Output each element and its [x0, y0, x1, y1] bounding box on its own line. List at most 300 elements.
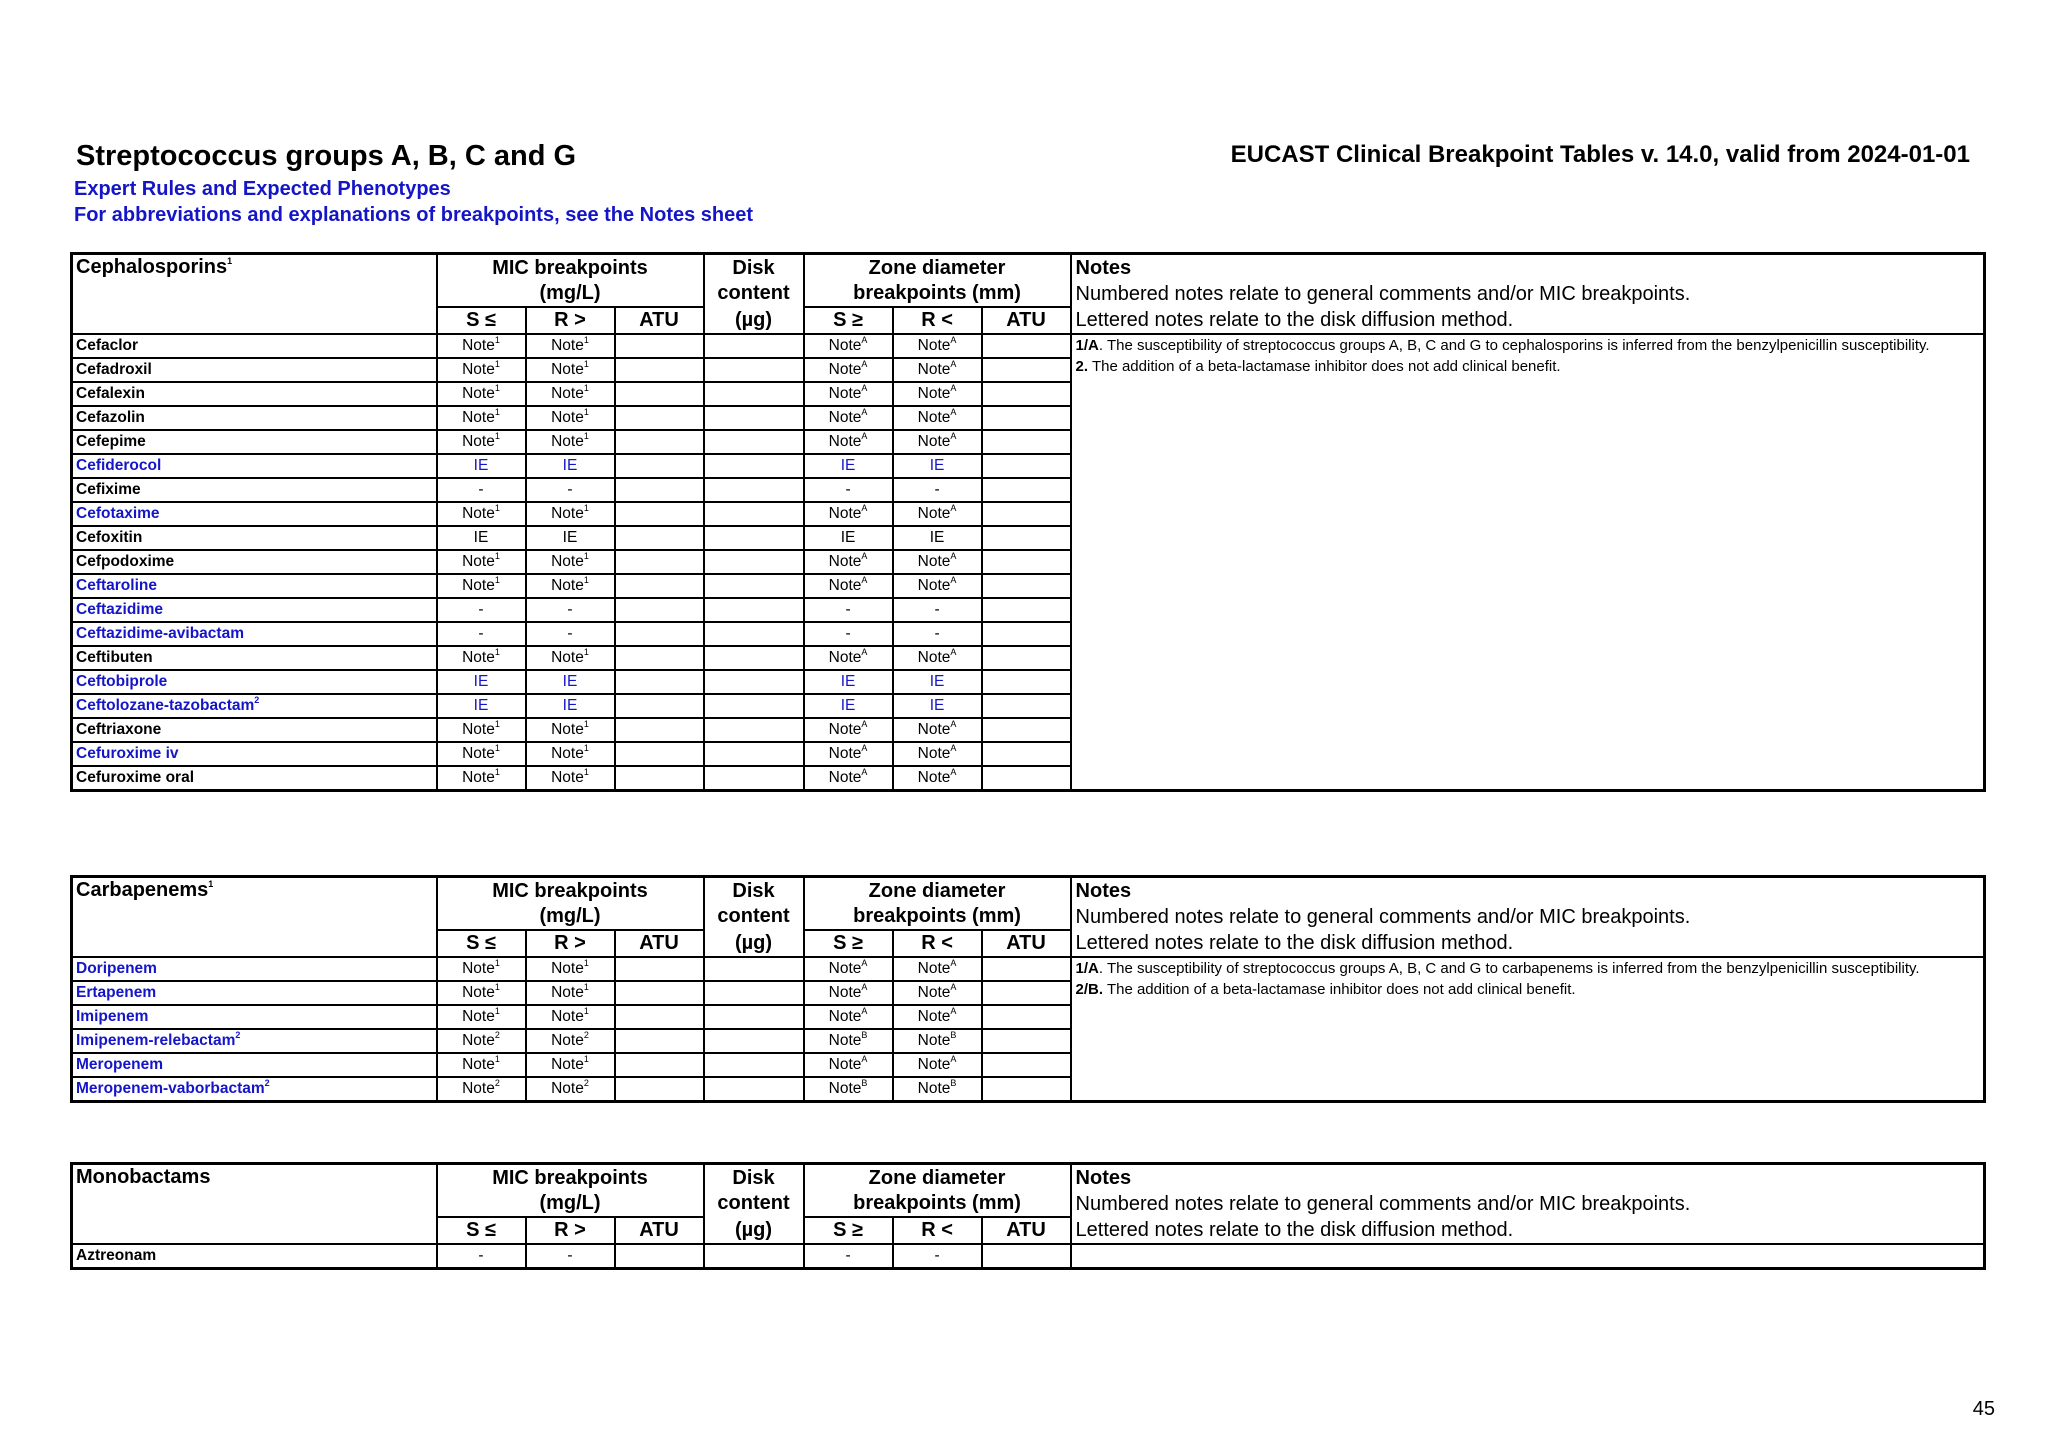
zone-header: Zone diameter [804, 1164, 1071, 1191]
mic-r-cell-value: Note [551, 721, 584, 738]
note-item [1076, 356, 1981, 377]
mic-r-cell [526, 550, 615, 574]
zone-atu-cell [982, 718, 1071, 742]
zone-atu-cell [982, 454, 1071, 478]
agent-name[interactable] [72, 694, 437, 718]
mic-r-cell-value: Note [551, 745, 584, 762]
mic-r-cell [526, 1029, 615, 1053]
agent-name [72, 478, 437, 502]
zone-r-cell-note-ref: A [950, 766, 957, 777]
zone-s-cell-note-ref: A [861, 358, 868, 369]
zone-s-cell [804, 622, 893, 646]
mic-r-header: R > [526, 930, 615, 957]
mic-atu-cell [615, 550, 704, 574]
zone-s-cell [804, 334, 893, 358]
agent-label: Cefotaxime [76, 505, 160, 522]
agent-name [72, 358, 437, 382]
zone-s-cell-note-ref: A [861, 430, 868, 441]
disk-content-cell [704, 646, 804, 670]
class-note-ref: 1 [208, 879, 214, 890]
mic-r-cell [526, 957, 615, 981]
mic-r-cell [526, 598, 615, 622]
zone-atu-cell [982, 550, 1071, 574]
mic-s-cell [437, 382, 526, 406]
notes-line-2: Lettered notes relate to the disk diffusion method. [1075, 932, 1514, 954]
agent-label: Doripenem [76, 960, 157, 977]
mic-s-cell-value: Note [462, 433, 495, 450]
mic-s-cell [437, 574, 526, 598]
agent-name [72, 430, 437, 454]
mic-s-cell-value: - [478, 625, 484, 642]
mic-r-cell-value: Note [551, 1032, 584, 1049]
mic-r-cell-value: Note [551, 505, 584, 522]
mic-s-cell-note-ref: 1 [494, 957, 500, 968]
mic-r-cell [526, 382, 615, 406]
mic-s-cell-note-ref: 1 [494, 358, 500, 369]
zone-r-cell-value: Note [917, 649, 951, 666]
zone-atu-header: ATU [982, 1217, 1071, 1244]
disk-content-cell [704, 358, 804, 382]
zone-s-cell [804, 406, 893, 430]
zone-s-cell-value: Note [828, 337, 862, 354]
zone-s-cell [804, 502, 893, 526]
zone-s-cell-value: Note [828, 1056, 862, 1073]
mic-s-cell [437, 694, 526, 718]
agent-label: Aztreonam [76, 1247, 157, 1264]
zone-s-cell-note-ref: A [861, 1005, 868, 1016]
mic-r-cell [526, 646, 615, 670]
agent-name[interactable] [72, 1005, 437, 1029]
mic-atu-cell [615, 574, 704, 598]
zone-s-cell-value: Note [828, 1008, 862, 1025]
disk-header-2: content [704, 903, 804, 929]
mic-atu-cell [615, 382, 704, 406]
zone-r-cell-value: Note [917, 385, 951, 402]
expert-rules-link[interactable]: Expert Rules and Expected Phenotypes [74, 178, 451, 200]
disk-header-2: content [704, 280, 804, 306]
zone-r-cell [893, 430, 982, 454]
zone-s-cell [804, 1029, 893, 1053]
zone-r-header: R < [893, 1217, 982, 1244]
zone-r-cell-value: Note [917, 409, 951, 426]
mic-s-cell-note-ref: 1 [494, 1005, 500, 1016]
mic-s-cell [437, 334, 526, 358]
zone-s-cell [804, 742, 893, 766]
disk-content-cell [704, 1053, 804, 1077]
mic-s-cell-value: Note [462, 577, 495, 594]
mic-s-cell-note-ref: 1 [494, 646, 500, 657]
zone-r-cell-value: Note [917, 960, 951, 977]
mic-s-cell [437, 1077, 526, 1102]
notes-header [1071, 1164, 1985, 1245]
mic-r-cell-note-ref: 1 [583, 382, 589, 393]
zone-r-cell [893, 406, 982, 430]
zone-atu-cell [982, 334, 1071, 358]
zone-header-2: breakpoints (mm) [804, 280, 1071, 306]
zone-r-cell-note-ref: A [950, 334, 957, 345]
zone-atu-cell [982, 1077, 1071, 1102]
mic-r-cell-note-ref: 1 [583, 502, 589, 513]
zone-atu-cell [982, 1244, 1071, 1269]
zone-s-cell-value: - [845, 481, 851, 498]
zone-r-cell-note-ref: A [950, 406, 957, 417]
disk-header-3: (µg) [704, 307, 804, 334]
disk-content-cell [704, 574, 804, 598]
zone-s-cell [804, 454, 893, 478]
mic-r-cell [526, 1053, 615, 1077]
disk-content-cell [704, 766, 804, 791]
agent-label: Cefaclor [76, 337, 139, 354]
mic-r-cell-note-ref: 1 [583, 718, 589, 729]
zone-r-cell-note-ref: A [950, 502, 957, 513]
mic-s-cell-value: Note [462, 1032, 495, 1049]
zone-r-cell-value: Note [917, 1008, 951, 1025]
disk-content-cell [704, 981, 804, 1005]
agent-name[interactable] [72, 742, 437, 766]
mic-atu-cell [615, 598, 704, 622]
disk-content-cell [704, 334, 804, 358]
notes-body [1071, 957, 1985, 1102]
zone-r-cell-value: Note [917, 984, 951, 1001]
zone-s-cell-value: Note [828, 505, 862, 522]
zone-r-cell [893, 1029, 982, 1053]
agent-label: Cefazolin [76, 409, 145, 426]
agent-name [72, 718, 437, 742]
mic-s-cell-note-ref: 1 [494, 334, 500, 345]
zone-s-cell-note-ref: A [861, 382, 868, 393]
mic-s-cell [437, 454, 526, 478]
mic-s-cell-note-ref: 2 [494, 1077, 500, 1088]
disk-header-2: content [704, 1190, 804, 1216]
notes-line-1: Numbered notes relate to general comments and/or MIC breakpoints. [1075, 1193, 1691, 1215]
mic-atu-header: ATU [615, 307, 704, 334]
zone-atu-cell [982, 526, 1071, 550]
zone-atu-cell [982, 957, 1071, 981]
note-label: 2/B. [1075, 981, 1104, 998]
mic-r-cell-value: Note [551, 960, 584, 977]
disk-content-cell [704, 550, 804, 574]
mic-r-cell-value: Note [551, 1080, 584, 1097]
zone-s-cell-value: - [845, 1247, 851, 1264]
mic-s-cell-value: Note [462, 769, 495, 786]
mic-r-cell-note-ref: 1 [583, 406, 589, 417]
zone-r-cell-value: IE [929, 457, 945, 474]
disk-content-cell [704, 1005, 804, 1029]
agent-name [72, 406, 437, 430]
zone-atu-cell [982, 574, 1071, 598]
zone-s-cell-value: Note [828, 553, 862, 570]
agent-label: Ceftibuten [76, 649, 153, 666]
mic-s-cell [437, 957, 526, 981]
mic-s-cell [437, 358, 526, 382]
zone-s-cell-note-ref: A [861, 502, 868, 513]
mic-r-cell [526, 526, 615, 550]
mic-s-cell [437, 742, 526, 766]
zone-atu-cell [982, 478, 1071, 502]
mic-s-cell [437, 766, 526, 791]
class-name: Cephalosporins [76, 256, 228, 278]
mic-r-cell-value: Note [551, 769, 584, 786]
agent-label: Ceftolozane-tazobactam [76, 697, 255, 714]
mic-s-cell-note-ref: 1 [494, 550, 500, 561]
mic-r-cell-value: - [567, 481, 573, 498]
mic-atu-cell [615, 478, 704, 502]
mic-r-cell [526, 406, 615, 430]
agent-name[interactable] [72, 574, 437, 598]
mic-s-cell-value: IE [473, 457, 489, 474]
zone-r-cell-value: Note [917, 553, 951, 570]
mic-r-cell [526, 718, 615, 742]
zone-s-cell-value: Note [828, 361, 862, 378]
zone-r-cell-value: Note [917, 1056, 951, 1073]
zone-s-header: S ≥ [804, 307, 893, 334]
zone-atu-cell [982, 502, 1071, 526]
mic-s-cell-value: Note [462, 385, 495, 402]
mic-s-cell-value: Note [462, 409, 495, 426]
page-number: 45 [1972, 1398, 1995, 1420]
zone-s-cell-value: IE [840, 529, 856, 546]
table-row [72, 334, 1985, 358]
disk-content-cell [704, 1077, 804, 1102]
agent-name[interactable] [72, 1053, 437, 1077]
zone-s-cell-value: IE [840, 673, 856, 690]
mic-header: MIC breakpoints [437, 254, 704, 281]
agent-name[interactable] [72, 957, 437, 981]
disk-content-cell [704, 598, 804, 622]
zone-r-cell-value: - [934, 625, 940, 642]
zone-r-cell-note-ref: A [950, 981, 957, 992]
zone-s-cell-value: Note [828, 960, 862, 977]
mic-r-cell-note-ref: 1 [583, 1053, 589, 1064]
mic-atu-cell [615, 334, 704, 358]
mic-s-cell [437, 550, 526, 574]
mic-s-cell [437, 1029, 526, 1053]
mic-atu-header: ATU [615, 1217, 704, 1244]
notes-sheet-link[interactable]: For abbreviations and explanations of breakpoints, see the Notes sheet [74, 204, 754, 226]
zone-r-cell-value: Note [917, 337, 951, 354]
zone-s-header: S ≥ [804, 1217, 893, 1244]
agent-label: Cefalexin [76, 385, 145, 402]
zone-atu-cell [982, 742, 1071, 766]
zone-r-cell [893, 1077, 982, 1102]
document-version: EUCAST Clinical Breakpoint Tables v. 14.0, valid from 2024-01-01 [1230, 141, 1970, 168]
zone-r-cell [893, 358, 982, 382]
zone-r-cell-note-ref: A [950, 1053, 957, 1064]
mic-s-cell-value: Note [462, 984, 495, 1001]
mic-s-cell [437, 670, 526, 694]
zone-r-cell-note-ref: A [950, 382, 957, 393]
zone-r-cell [893, 526, 982, 550]
zone-s-cell-note-ref: A [861, 550, 868, 561]
zone-r-cell-value: Note [917, 745, 951, 762]
zone-s-header: S ≥ [804, 930, 893, 957]
mic-r-cell-note-ref: 1 [583, 334, 589, 345]
zone-atu-header: ATU [982, 307, 1071, 334]
mic-r-cell [526, 454, 615, 478]
mic-atu-cell [615, 406, 704, 430]
agent-label: Imipenem [76, 1008, 149, 1025]
zone-r-cell [893, 981, 982, 1005]
mic-r-cell-value: Note [551, 385, 584, 402]
zone-s-cell-value: Note [828, 745, 862, 762]
zone-s-cell-value: Note [828, 721, 862, 738]
mic-r-cell-value: - [567, 625, 573, 642]
mic-r-cell [526, 766, 615, 791]
mic-r-cell [526, 1077, 615, 1102]
zone-s-cell [804, 574, 893, 598]
mic-atu-cell [615, 957, 704, 981]
zone-header: Zone diameter [804, 877, 1071, 904]
mic-s-cell-value: IE [473, 673, 489, 690]
zone-s-cell [804, 670, 893, 694]
mic-s-cell-note-ref: 1 [494, 502, 500, 513]
zone-s-cell [804, 382, 893, 406]
mic-s-cell-note-ref: 1 [494, 430, 500, 441]
note-item [1076, 335, 1981, 356]
mic-s-cell-value: Note [462, 1080, 495, 1097]
mic-atu-cell [615, 1244, 704, 1269]
disk-content-cell [704, 1029, 804, 1053]
mic-s-cell [437, 478, 526, 502]
zone-s-cell-note-ref: A [861, 1053, 868, 1064]
disk-header: Disk [704, 1164, 804, 1191]
mic-r-cell-value: Note [551, 1056, 584, 1073]
zone-atu-cell [982, 1005, 1071, 1029]
mic-r-cell-value: IE [562, 457, 578, 474]
mic-r-cell [526, 430, 615, 454]
disk-header-3: (µg) [704, 1217, 804, 1244]
mic-r-cell-value: Note [551, 577, 584, 594]
notes-title: Notes [1075, 1167, 1132, 1189]
mic-s-cell [437, 622, 526, 646]
mic-r-cell-value: Note [551, 553, 584, 570]
disk-content-cell [704, 742, 804, 766]
disk-content-cell [704, 478, 804, 502]
zone-header-2: breakpoints (mm) [804, 903, 1071, 929]
zone-s-cell-value: IE [840, 697, 856, 714]
note-text: . The susceptibility of streptococcus groups A, B, C and G to carbapenems is inferred from the benzylpenicillin susceptibility. [1098, 960, 1920, 977]
zone-s-cell [804, 430, 893, 454]
zone-r-cell-value: Note [917, 721, 951, 738]
agent-name[interactable] [72, 670, 437, 694]
class-name: Monobactams [76, 1166, 211, 1188]
mic-atu-cell [615, 1077, 704, 1102]
agent-label: Cefuroxime iv [76, 745, 179, 762]
mic-s-cell [437, 598, 526, 622]
zone-r-cell [893, 574, 982, 598]
zone-r-cell [893, 622, 982, 646]
agent-label: Meropenem [76, 1056, 163, 1073]
zone-s-cell-value: Note [828, 409, 862, 426]
zone-r-cell-value: Note [917, 433, 951, 450]
zone-s-cell-note-ref: A [861, 646, 868, 657]
agent-name[interactable] [72, 454, 437, 478]
zone-s-cell-note-ref: A [861, 957, 868, 968]
mic-r-cell [526, 502, 615, 526]
zone-s-cell [804, 1053, 893, 1077]
disk-content-cell [704, 382, 804, 406]
zone-r-cell-note-ref: B [950, 1029, 957, 1040]
mic-s-cell-note-ref: 1 [494, 1053, 500, 1064]
mic-s-cell-value: IE [473, 529, 489, 546]
mic-r-cell-value: Note [551, 337, 584, 354]
zone-r-cell [893, 1244, 982, 1269]
zone-s-cell-value: Note [828, 433, 862, 450]
agent-label: Cefepime [76, 433, 146, 450]
agent-label: Cefixime [76, 481, 141, 498]
zone-r-cell [893, 1053, 982, 1077]
agent-name[interactable] [72, 502, 437, 526]
zone-atu-cell [982, 382, 1071, 406]
agent-name[interactable] [72, 981, 437, 1005]
zone-r-cell [893, 334, 982, 358]
zone-r-cell [893, 598, 982, 622]
agent-name [72, 766, 437, 791]
zone-s-cell-value: Note [828, 385, 862, 402]
notes-line-2: Lettered notes relate to the disk diffusion method. [1075, 1219, 1514, 1241]
zone-atu-cell [982, 1029, 1071, 1053]
zone-s-cell-note-ref: A [861, 334, 868, 345]
zone-r-cell [893, 742, 982, 766]
mic-r-cell-note-ref: 2 [583, 1077, 589, 1088]
zone-r-cell [893, 1005, 982, 1029]
mic-r-cell-note-ref: 1 [583, 957, 589, 968]
agent-name[interactable] [72, 622, 437, 646]
mic-s-cell-note-ref: 1 [494, 742, 500, 753]
zone-s-cell [804, 981, 893, 1005]
mic-r-cell [526, 1005, 615, 1029]
disk-header: Disk [704, 254, 804, 281]
mic-r-cell-note-ref: 1 [583, 742, 589, 753]
mic-r-cell-value: - [567, 601, 573, 618]
note-label: 1/A [1075, 960, 1099, 977]
zone-s-cell [804, 598, 893, 622]
zone-s-cell-value: Note [828, 984, 862, 1001]
mic-s-cell [437, 1005, 526, 1029]
zone-atu-cell [982, 694, 1071, 718]
zone-r-cell-note-ref: A [950, 574, 957, 585]
zone-header-2: breakpoints (mm) [804, 1190, 1071, 1216]
zone-r-header: R < [893, 307, 982, 334]
disk-header: Disk [704, 877, 804, 904]
zone-r-cell [893, 957, 982, 981]
mic-s-cell-value: Note [462, 721, 495, 738]
disk-content-cell [704, 694, 804, 718]
zone-r-cell [893, 718, 982, 742]
agent-name [72, 646, 437, 670]
zone-s-cell-note-ref: A [861, 766, 868, 777]
note-label: 1/A [1075, 337, 1099, 354]
zone-r-cell-value: Note [917, 769, 951, 786]
mic-atu-header: ATU [615, 930, 704, 957]
zone-r-cell [893, 670, 982, 694]
mic-s-cell [437, 981, 526, 1005]
agent-name[interactable] [72, 1077, 437, 1102]
zone-r-cell [893, 766, 982, 791]
agent-name[interactable] [72, 598, 437, 622]
antibiotic-class-header [72, 877, 437, 958]
zone-s-cell [804, 718, 893, 742]
mic-header: MIC breakpoints [437, 1164, 704, 1191]
mic-atu-cell [615, 358, 704, 382]
zone-r-cell [893, 382, 982, 406]
class-name: Carbapenems [76, 879, 209, 901]
mic-s-cell-value: - [478, 1247, 484, 1264]
zone-r-cell-value: Note [917, 577, 951, 594]
mic-atu-cell [615, 694, 704, 718]
disk-content-cell [704, 1244, 804, 1269]
agent-name[interactable] [72, 1029, 437, 1053]
